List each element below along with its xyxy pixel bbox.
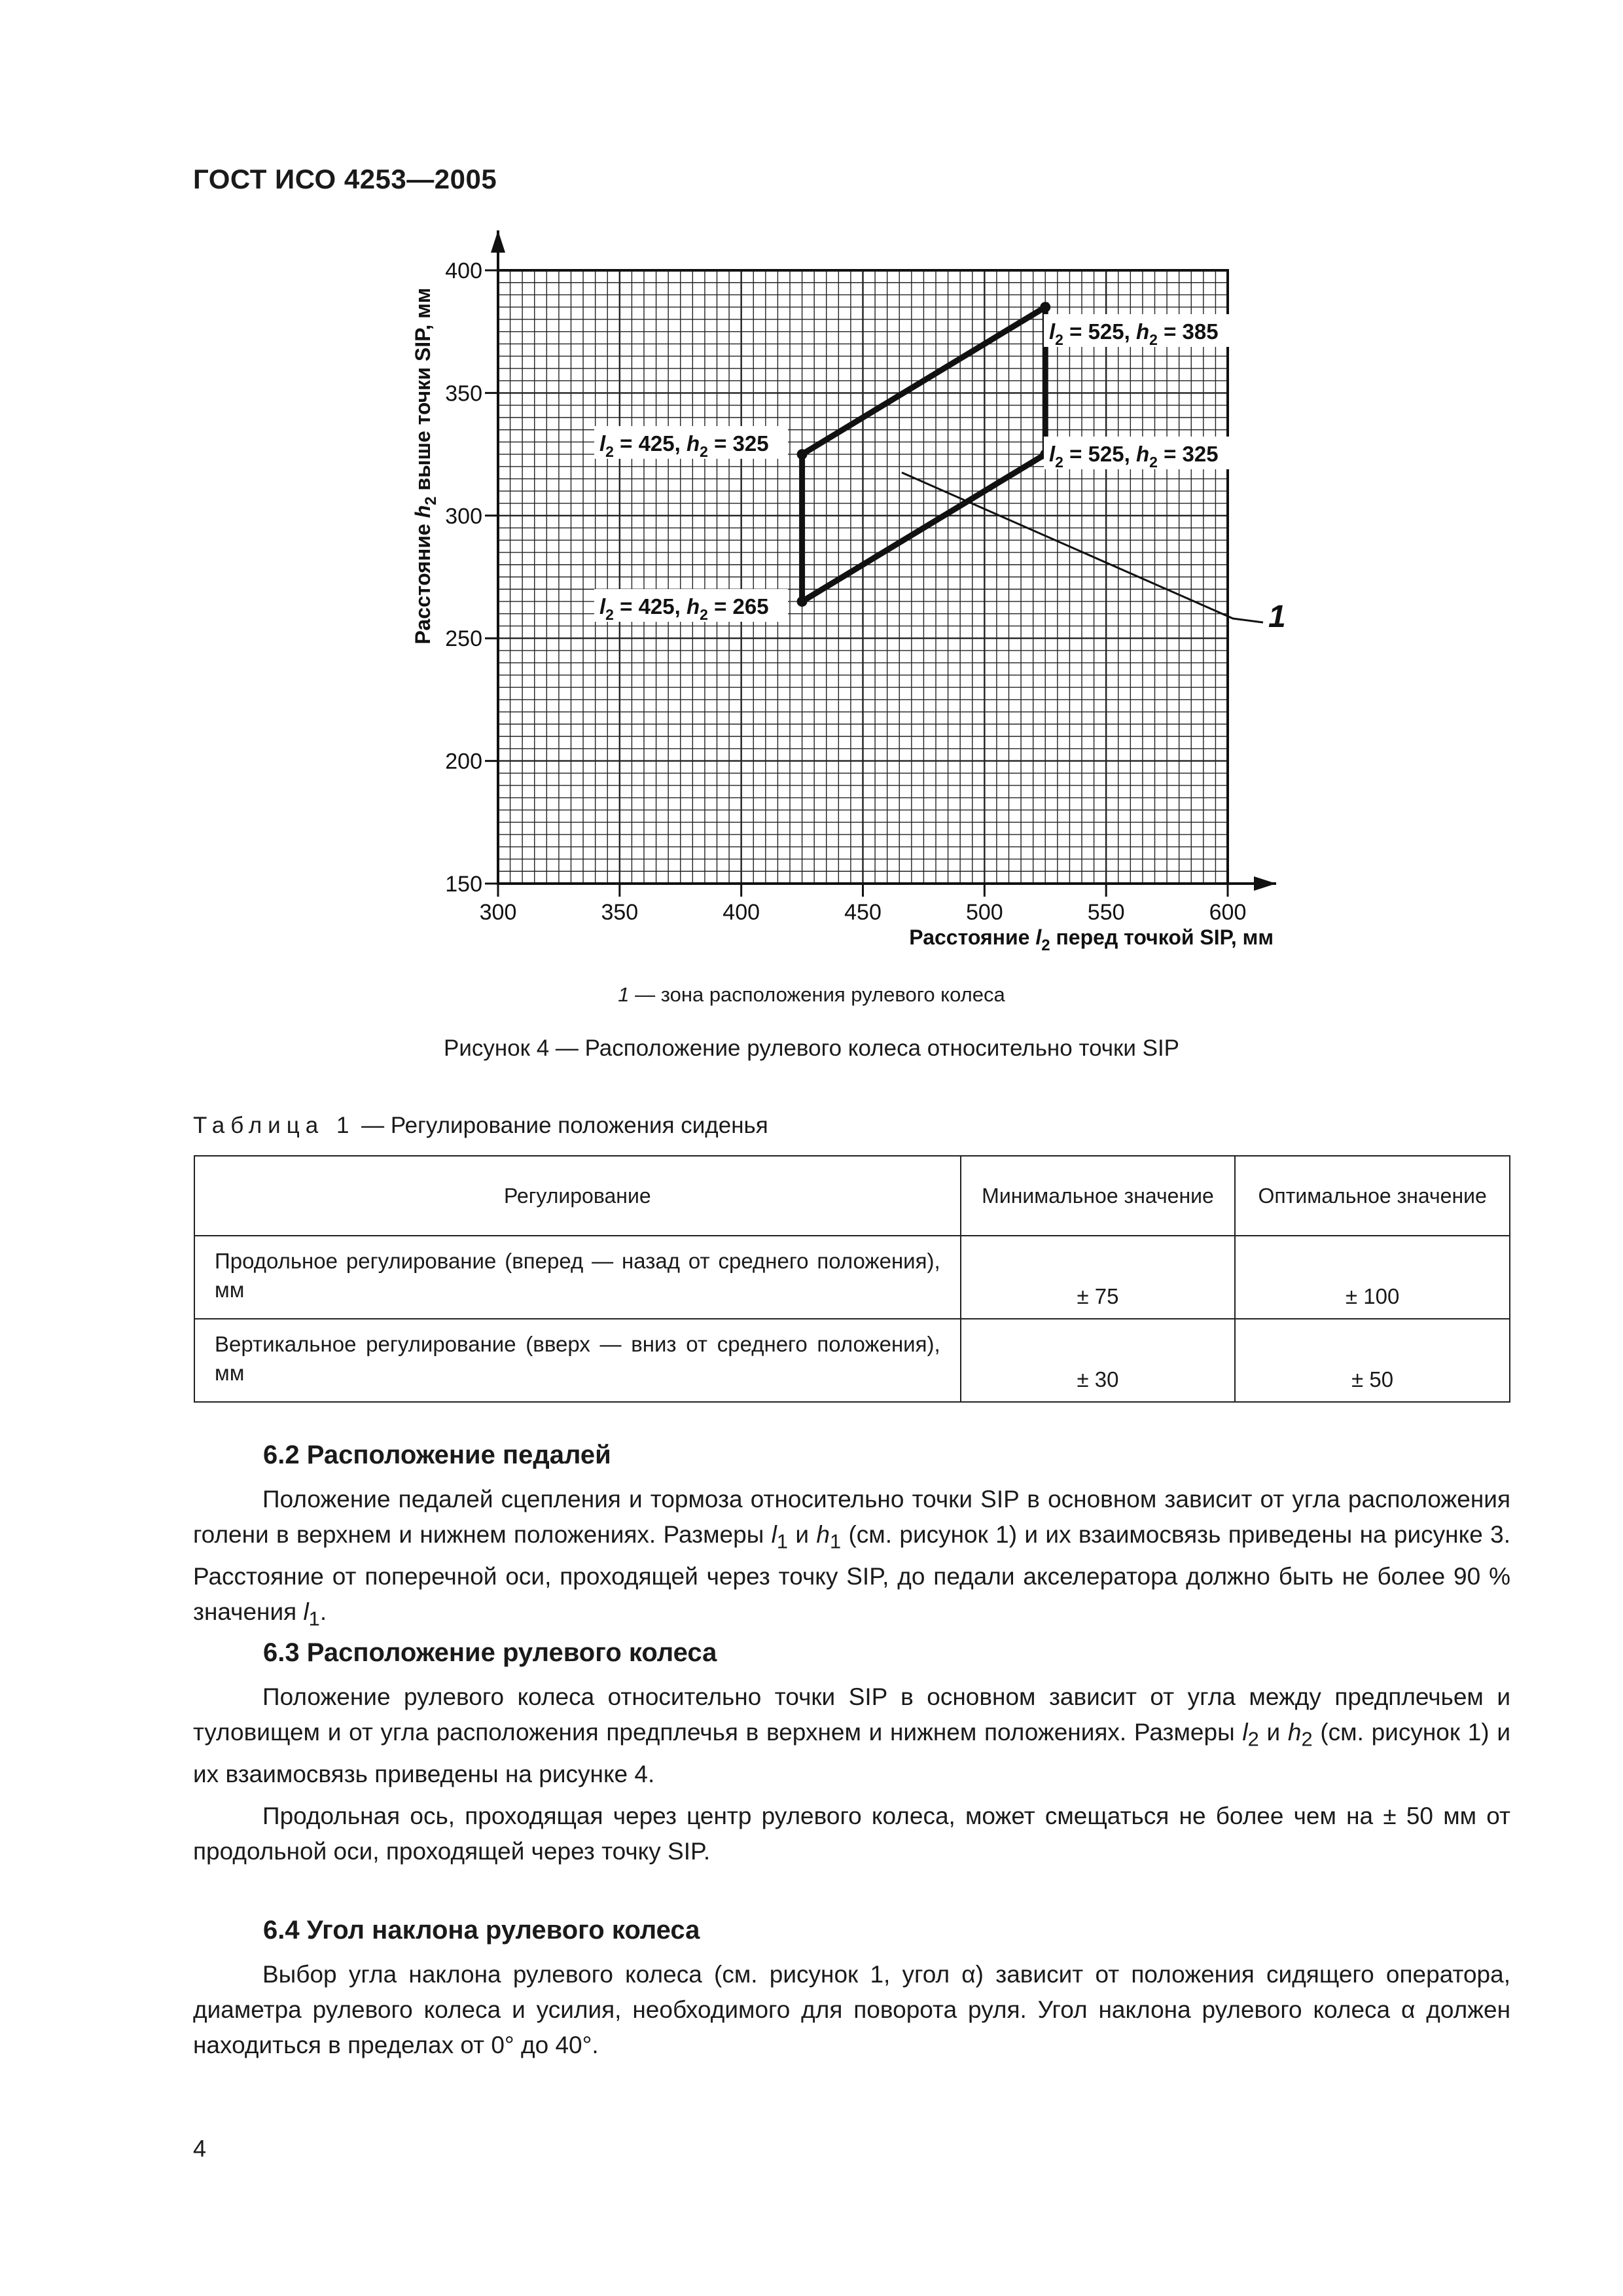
section-paragraph: Положение педалей сцепления и тормоза относительно точки SIP в основном зависит от угла расположения голени в верхнем и нижнем положениях. Размеры $l_1$ и $h_1$ (см. рисунок 1) и их взаимосвязь приведены на рисунке 3. Расстояние от поперечной оси, проходящей через точку SIP, до педали акселератора должно быть не более 90 % значения $l_1$. <box>193 1486 1510 1630</box>
x-axis-arrow <box>1254 876 1276 891</box>
column-header-optimal: Оптимальное значение <box>1235 1156 1510 1236</box>
row-label: Вертикальное регулирование (вверх — вниз от среднего положения), мм <box>194 1319 961 1402</box>
x-tick-label: 350 <box>601 900 639 925</box>
callout-label: 1 <box>1268 600 1286 634</box>
point-label: $l_2 = 425$, $h_2 = 265$ <box>599 594 769 623</box>
x-tick-label: 300 <box>479 900 517 925</box>
section-6-3 <box>193 1635 1510 1876</box>
y-tick-label: 250 <box>445 626 482 652</box>
chart-grid <box>498 270 1228 884</box>
legend-text: — зона расположения рулевого колеса <box>629 983 1005 1006</box>
row-min-value: ± 75 <box>961 1236 1236 1319</box>
table-caption-prefix: Таблица 1 <box>193 1113 355 1138</box>
page-number: 4 <box>193 2135 207 2162</box>
row-label: Продольное регулирование (вперед — назад от среднего положения), мм <box>194 1236 961 1319</box>
table-row <box>194 1236 1510 1319</box>
zone-vertex-point <box>797 449 808 459</box>
section-paragraph: Выбор угла наклона рулевого колеса (см. рисунок 1, угол α) зависит от положения сидящего оператора, диаметра рулевого колеса и усилия, необходимого для поворота руля. Угол наклона рулевого колеса α должен находиться в пределах от 0° до 40°. <box>193 1961 1510 2058</box>
y-axis-title: Расстояние $h_2$ выше точки SIP, мм <box>411 287 440 645</box>
y-tick-label: 200 <box>445 749 482 774</box>
section-title: 6.3 Расположение рулевого колеса <box>263 1638 717 1667</box>
table-row <box>194 1319 1510 1402</box>
y-tick-label: 300 <box>445 503 482 529</box>
y-tick-label: 350 <box>445 381 482 406</box>
legend-number: 1 <box>618 983 630 1006</box>
section-title: 6.2 Расположение педалей <box>263 1441 611 1469</box>
steering-wheel-zone-chart <box>0 0 1623 982</box>
x-axis-title: Расстояние $l_2$ перед точкой SIP, мм <box>909 925 1274 954</box>
section-paragraph: Продольная ось, проходящая через центр рулевого колеса, может смещаться не более чем на ± 50 мм от продольной оси, проходящей через точку SIP. <box>193 1803 1510 1865</box>
column-header-adjustment: Регулирование <box>194 1156 961 1236</box>
row-optimal-value: ± 100 <box>1235 1236 1510 1319</box>
table-header-row <box>194 1156 1510 1236</box>
y-tick-label: 150 <box>445 872 482 897</box>
point-label: $l_2 = 525$, $h_2 = 385$ <box>1049 319 1219 348</box>
x-tick-label: 500 <box>965 900 1003 925</box>
point-label: $l_2 = 425$, $h_2 = 325$ <box>599 431 769 460</box>
section-paragraph: Положение рулевого колеса относительно точки SIP в основном зависит от угла между предплечьем и туловищем и от угла расположения предплечья в верхнем и нижнем положениях. Размеры $l_2$ и $h_2$ (см. рисунок 1) и их взаимосвязь приведены на рисунке 4. <box>193 1683 1510 1788</box>
section-6-4 <box>193 1912 1510 2070</box>
document-header: ГОСТ ИСО 4253—2005 <box>193 164 497 194</box>
x-tick-label: 400 <box>722 900 760 925</box>
x-tick-label: 550 <box>1087 900 1125 925</box>
x-tick-label: 450 <box>844 900 882 925</box>
table-caption <box>193 1113 768 1139</box>
zone-vertex-point <box>1040 302 1050 312</box>
row-optimal-value: ± 50 <box>1235 1319 1510 1402</box>
y-axis-arrow <box>491 230 505 253</box>
column-header-min: Минимальное значение <box>961 1156 1236 1236</box>
zone-vertex-point <box>797 596 808 607</box>
figure-legend <box>0 983 1623 1007</box>
seat-adjustment-table <box>194 1155 1510 1403</box>
figure-caption: Рисунок 4 — Расположение рулевого колеса относительно точки SIP <box>443 1035 1180 1061</box>
section-title: 6.4 Угол наклона рулевого колеса <box>263 1916 700 1945</box>
y-tick-label: 400 <box>445 259 482 283</box>
callout-leader-line <box>902 473 1263 622</box>
row-min-value: ± 30 <box>961 1319 1236 1402</box>
point-label: $l_2 = 525$, $h_2 = 325$ <box>1049 442 1219 471</box>
section-6-2 <box>193 1437 1510 1643</box>
table-caption-text: — Регулирование положения сиденья <box>355 1113 768 1138</box>
x-tick-label: 600 <box>1209 900 1247 925</box>
